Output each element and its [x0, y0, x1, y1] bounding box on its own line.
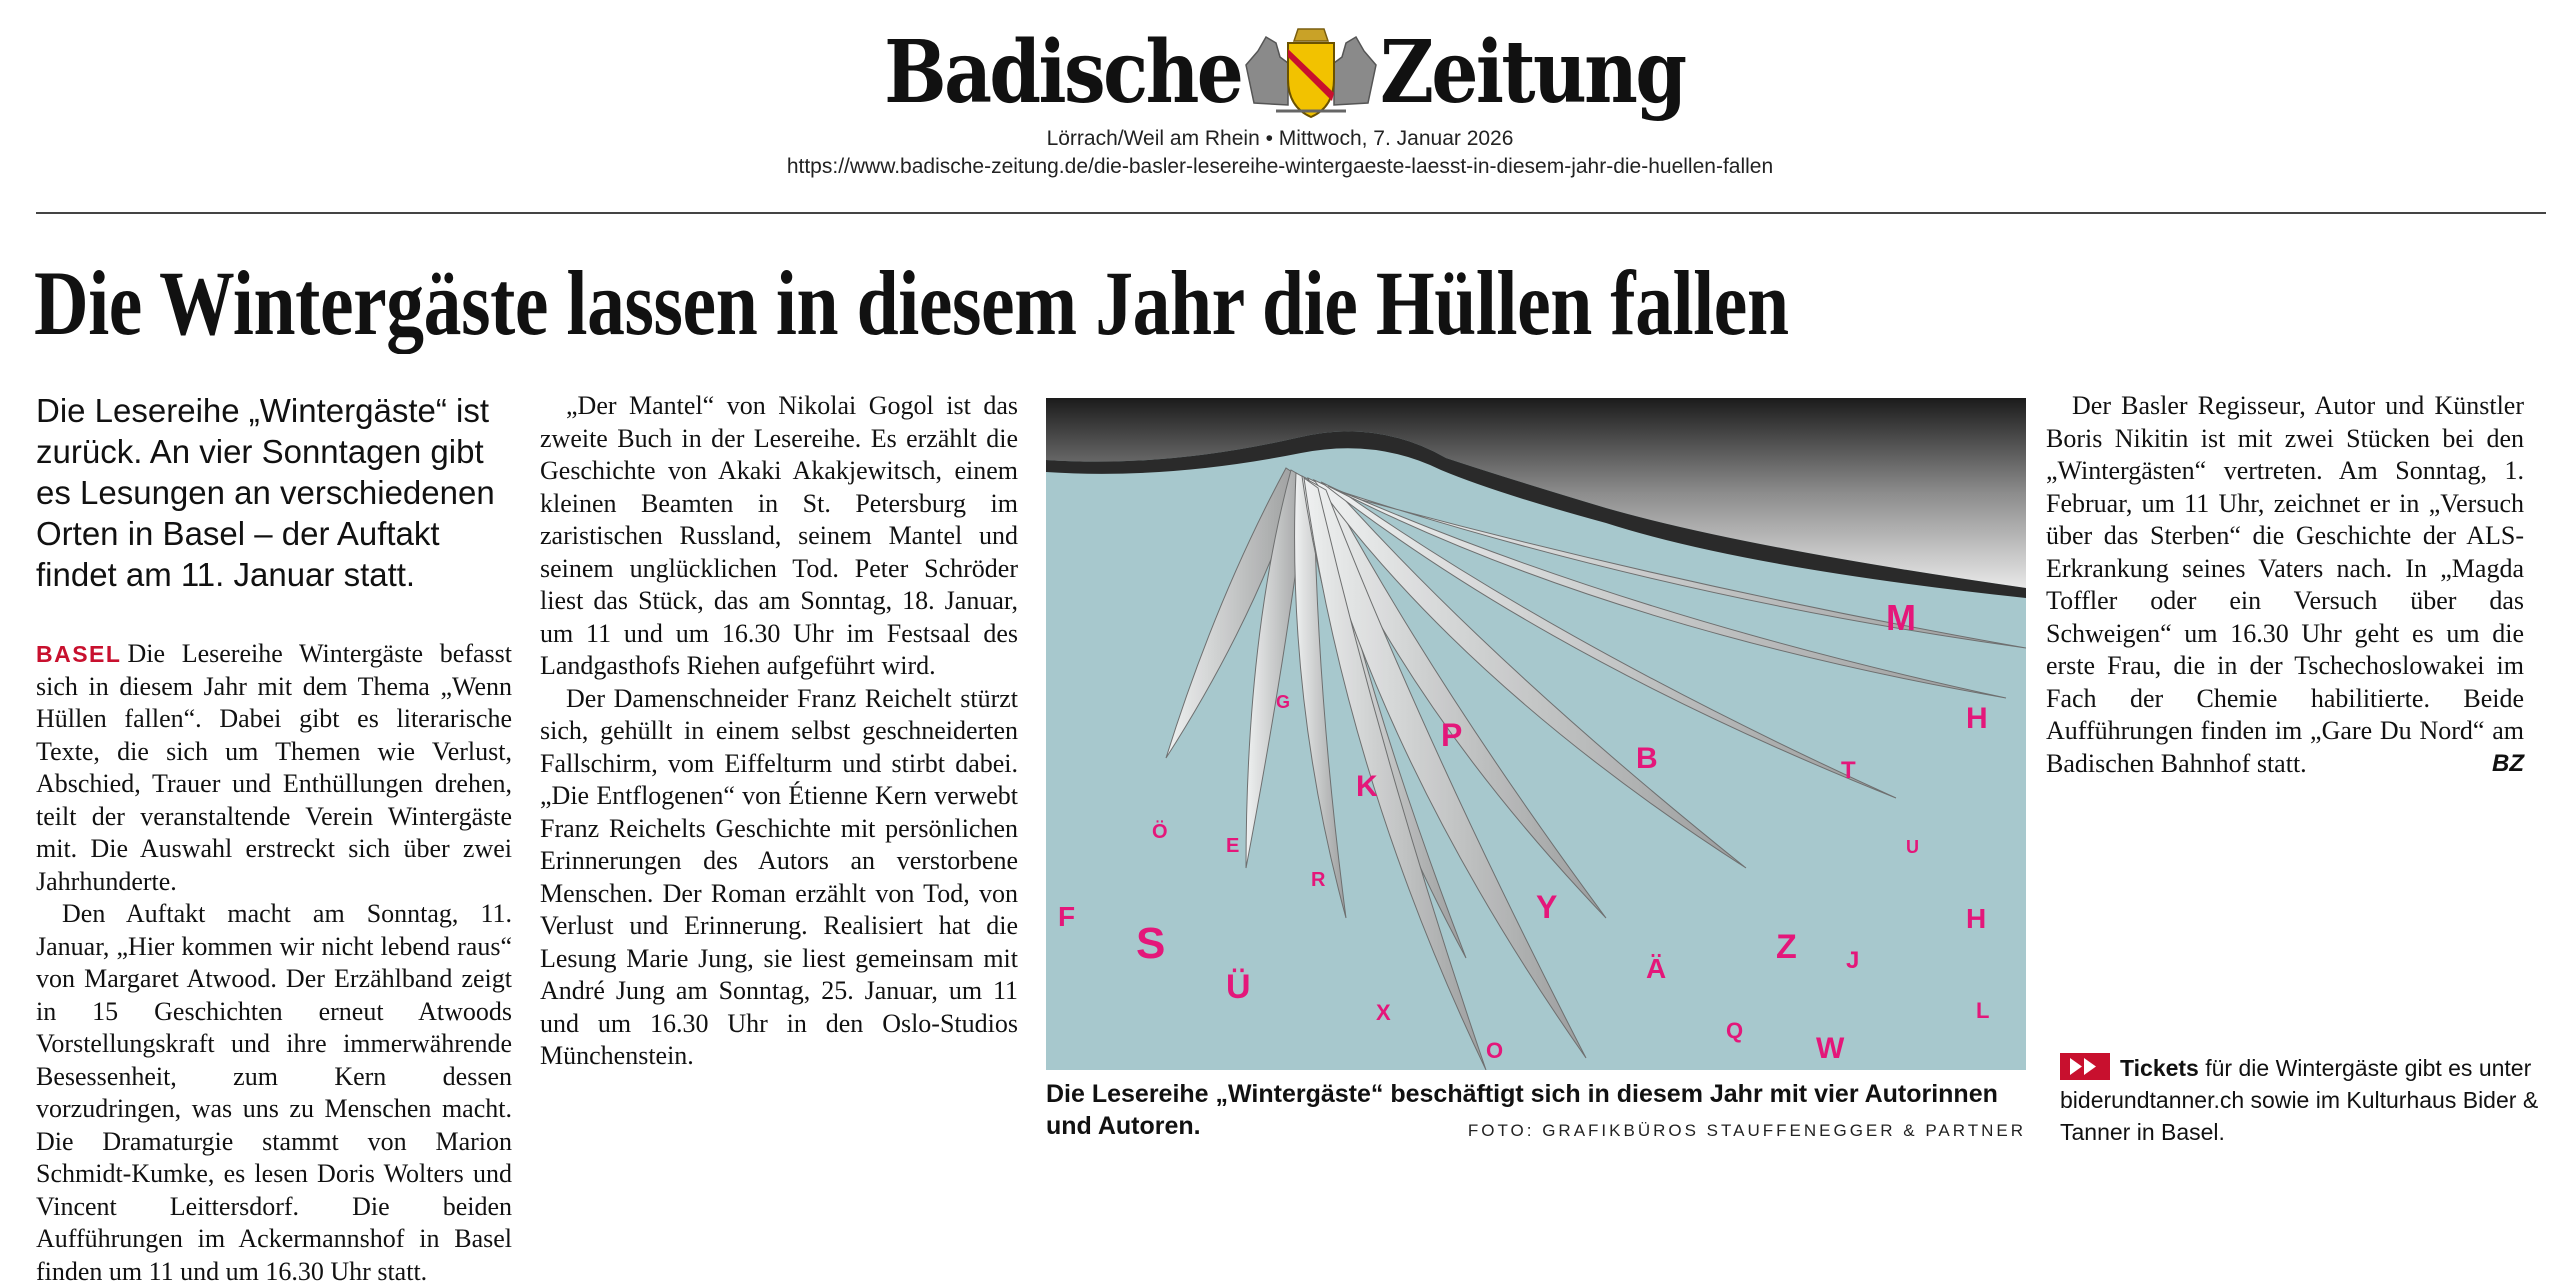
article-column-2: [540, 390, 1018, 1073]
paragraph-5-text: Der Basler Regisseur, Autor und Künstler Boris Nikitin ist mit zwei Stücken bei den „Wintergästen“ vertreten. Am Sonntag, 1. Februar, um 11 Uhr, zeichnet er in „Versuch über das Sterben“ die Geschichte der ALS-Erkrankung seines Vaters nach. In „Magda Toffler oder ein Versuch über das Schweigen“ um 16.30 Uhr geht es um die erste Frau, die in der Tschechoslowakei im Fach der Chemie habilitierte. Beide Aufführungen finden im „Gare Du Nord“ am Badischen Bahnhof statt.: [2046, 391, 2524, 778]
letter-u: U: [1906, 837, 1919, 857]
article-url[interactable]: https://www.badische-zeitung.de/die-basler-lesereihe-wintergaeste-laesst-in-diesem-jahr-die-huellen-fallen: [786, 155, 1774, 178]
photo-credit: FOTO: GRAFIKBÜROS STAUFFENEGGER & PARTNER: [1467, 1121, 2026, 1140]
image-caption: [1046, 1078, 2026, 1147]
paragraph-1-text: Die Lesereihe Wintergäste befasst sich in diesem Jahr mit dem Thema „Wenn Hüllen fallen“. Dabei gibt es literarische Texte, die sich um Themen wie Verlust, Abschied, Trauer und Enthüllungen drehen, teilt der veranstaltende Verein Wintergäste mit. Die Auswahl erstreckt sich über zwei Jahrhunderte.: [36, 639, 512, 896]
play-arrows-icon: [2060, 1053, 2110, 1080]
newspaper-logo[interactable]: [0, 18, 2560, 128]
tickets-label: Tickets: [2120, 1055, 2199, 1081]
logo-word-badische: Badische: [884, 22, 1242, 123]
letter-w: W: [1816, 1032, 1845, 1065]
letter-ae: Ä: [1646, 953, 1667, 984]
tickets-text[interactable]: für die Wintergäste gibt es unter biderundtanner.ch sowie im Kulturhaus Bider & Tanner in Basel.: [2060, 1055, 2539, 1145]
coat-of-arms-icon: [1236, 23, 1386, 123]
letter-b: B: [1636, 742, 1658, 775]
letter-ue: Ü: [1226, 968, 1251, 1006]
article-column-4: [2046, 390, 2524, 780]
masthead-divider: [36, 212, 2546, 214]
article-paragraph-3: „Der Mantel“ von Nikolai Gogol ist das zweite Buch in der Lesereihe. Es erzählt die Geschichte von Akaki Akakjewitsch, einem kleinen Beamten in St. Petersburg im zaristischen Russland, seinem Mantel und seinem unglücklichen Tod. Peter Schröder liest das Stück, das am Sonntag, 18. Januar, um 11 und um 16.30 Uhr im Festsaal des Landgasthofs Riehen aufgeführt wird.: [540, 391, 1018, 680]
letter-l: L: [1976, 998, 1990, 1023]
letter-y: Y: [1536, 889, 1558, 925]
author-signature: BZ: [2492, 749, 2524, 777]
tickets-box: [2060, 1052, 2540, 1148]
edition-line: Lörrach/Weil am Rhein • Mittwoch, 7. Januar 2026: [1046, 127, 1514, 150]
letter-o: O: [1486, 1038, 1504, 1063]
article-headline: Die Wintergäste lassen in diesem Jahr die Hüllen fallen: [34, 252, 1789, 354]
article-paragraph: [36, 638, 512, 898]
letter-p: P: [1441, 717, 1463, 753]
letter-h: H: [1966, 702, 1988, 735]
letter-m: M: [1886, 597, 1916, 638]
article-lead: Die Lesereihe „Wintergäste“ ist zurück. An vier Sonntagen gibt es Lesungen an verschiedenen Orten in Basel – der Auftakt findet am 11. Januar statt.: [36, 392, 495, 593]
article-image[interactable]: [1046, 398, 2026, 1070]
letter-r: R: [1311, 869, 1326, 891]
book-illustration: [1046, 398, 2026, 1070]
article-column-1: [36, 390, 512, 1288]
article-paragraph-5: [2046, 390, 2524, 780]
letter-k: K: [1356, 770, 1378, 803]
letter-h2: H: [1966, 903, 1987, 934]
logo-word-zeitung: Zeitung: [1379, 22, 1685, 123]
letter-f: F: [1058, 901, 1076, 932]
letter-e: E: [1226, 835, 1240, 857]
article-paragraph-2: Den Auftakt macht am Sonntag, 11. Januar, „Hier kommen wir nicht lebend raus“ von Margaret Atwood. Der Erzählband zeigt in 15 Geschichten erneut Atwoods Vorstellungskraft und ihre immerwährende Besessenheit, zum Kern dessen vorzudringen, was uns zu Menschen macht. Die Dramaturgie stammt von Marion Schmidt-Kumke, es lesen Doris Wolters und Vincent Leittersdorf. Die beiden Aufführungen im Ackermannshof in Basel finden um 11 und um 16.30 Uhr statt.: [36, 899, 512, 1286]
letter-j: J: [1846, 947, 1860, 974]
letter-x: X: [1376, 1000, 1391, 1025]
letter-t: T: [1841, 757, 1856, 784]
letter-g: G: [1276, 692, 1291, 712]
letter-q: Q: [1726, 1018, 1744, 1043]
dateline: BASEL: [36, 641, 122, 667]
letter-z: Z: [1776, 928, 1797, 966]
article-paragraph-4: Der Damenschneider Franz Reichelt stürzt sich, gehüllt in einem selbst geschneiderten Fallschirm, vom Eiffelturm und stirbt dabei. „Die Entflogenen“ von Étienne Kern verwebt Franz Reichelts Geschichte mit persönlichen Erinnerungen des Autors an verstorbene Menschen. Der Roman erzählt von Tod, von Verlust und Erinnerung. Realisiert hat die Lesung Marie Jung, sie liest gemeinsam mit André Jung am Sonntag, 25. Januar, um 11 und um 16.30 Uhr in den Oslo-Studios Münchenstein.: [540, 683, 1018, 1070]
letter-oe: Ö: [1152, 821, 1168, 843]
caption-text: Die Lesereihe „Wintergäste“ beschäftigt sich in diesem Jahr mit vier Autorinnen und Autoren.: [1046, 1080, 1998, 1140]
letter-s: S: [1136, 919, 1166, 968]
